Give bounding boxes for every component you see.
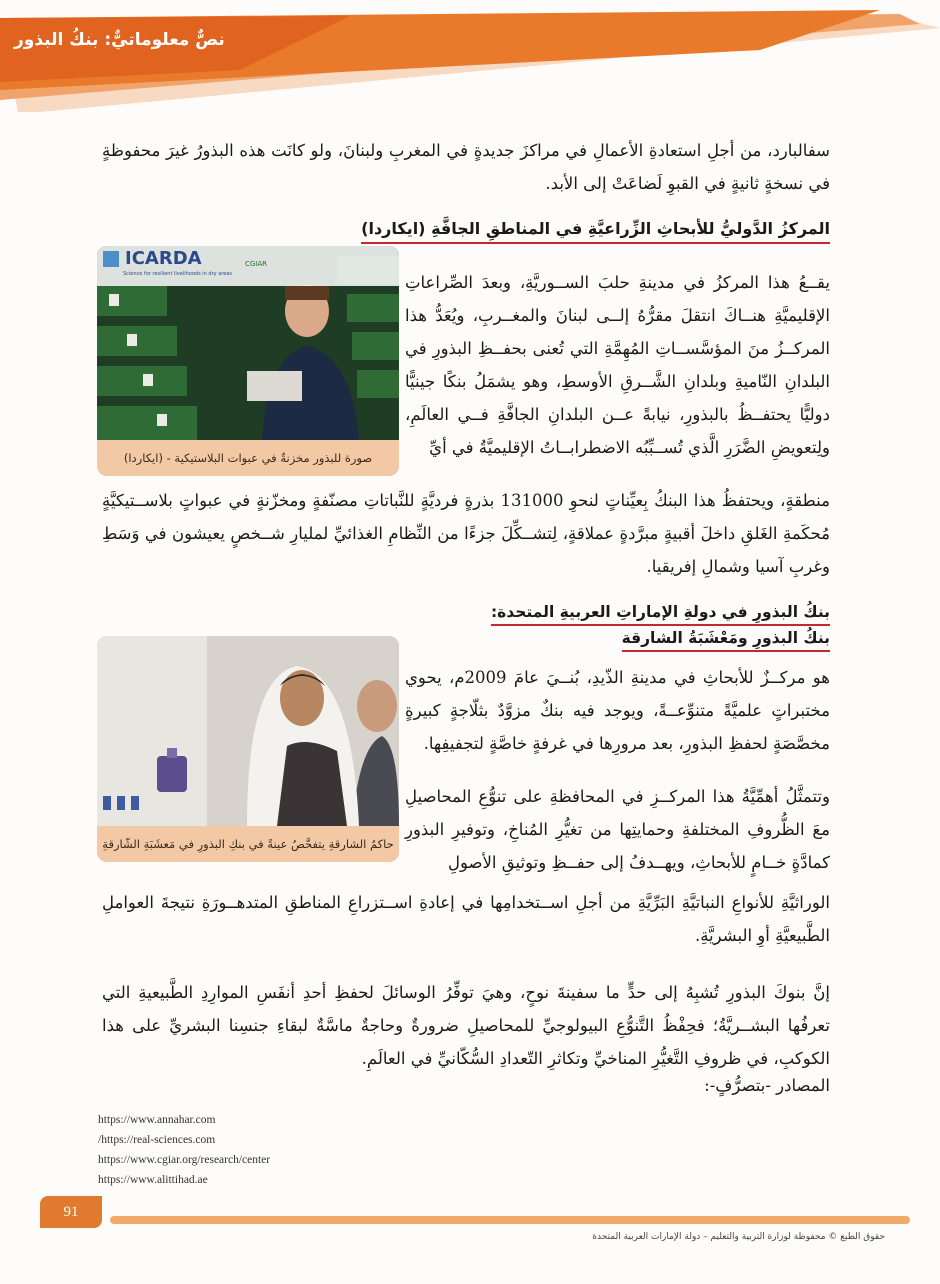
intro-paragraph: سفالبارد، من أجلِ استعادةِ الأعمالِ في مراكزَ جديدةٍ في المغربِ ولبنانَ، ولو كانَت هذه البذورُ غيرَ محفوظةٍ في نسخةٍ ثانيةٍ في القبوِ لَضاعَتْ إلى الأبد. (102, 141, 830, 193)
sharjah-heading-line2: بنكُ البذورِ ومَعْشَبَةُ الشارقة (622, 626, 830, 652)
sharjah-paragraph-2-full: الوراثيَّةِ للأنواعِ النباتيَّةِ البَرِّيَّةِ من أجلِ اســتخدامِها في إعادةِ اســتزراعِ المناطقِ المتدهــورَةِ نتيجةَ العواملِ الطَّبيعيَّةِ أوِ البشريَّةِ. (102, 893, 830, 945)
sharjah-heading-line1: بنكُ البذورِ في دولةِ الإماراتِ العربيةِ المتحدة: (491, 600, 830, 626)
icarda-photo-card (97, 246, 399, 476)
copyright-notice: حقوق الطبع © محفوظة لوزارة التربية والتعليم – دولة الإمارات العربية المتحدة (592, 1232, 885, 1242)
icarda-heading: المركزُ الدَّوليُّ للأبحاثِ الزِّراعيَّةِ في المناطقِ الجافَّةِ (ايكاردا) (361, 217, 830, 244)
sharjah-photo-caption: حاكمُ الشارقةِ يتفحَّصُ عينةً في بنكِ البذورِ في مَعشَبَةِ الشّارقةِ (97, 826, 399, 862)
sharjah-heading-block (491, 600, 830, 652)
footer-bar (110, 1216, 910, 1224)
source-link[interactable]: /https://real-sciences.com (98, 1134, 216, 1146)
icarda-photo-caption: صورة للبذور مخزنةٌ في عبوات البلاستيكية - (ايكاردا) (97, 440, 399, 476)
sharjah-paragraph-1: هو مركــزٌ للأبحاثِ في مدينةِ الذّيدِ، بُنــيَ عامَ 2009م، يحوي مختبراتٍ علميَّةً متنوِّعــةً، ويوجد فيه بنكٌ مزوَّدٌ بثلّاجةٍ كبيرةٍ مخصَّصَةٍ لحفظِ البذورِ، بعد مرورِها في غرفةٍ خاصَّةٍ لتجفيفِها. (405, 668, 831, 753)
icarda-logo-tagline: Science for resilient livelihoods in dry areas (123, 271, 232, 277)
source-link[interactable]: https://www.alittihad.ae (98, 1174, 208, 1186)
icarda-paragraph-side: يقــعُ هذا المركزُ في مدينةِ حلبَ الســوريَّةِ، وبعدَ الصِّراعاتِ الإقليميَّةِ هنــاكَ انتقلَ مقرُّهُ إلــى لبنانَ والمغــربِ، ويُعَدُّ هذا المركــزُ منَ المؤسَّســاتِ المُهِمَّةِ التي تُعنى بحفــظِ البذورِ في البلدانِ النّاميةِ وبلدانِ الشَّــرقِ الأوسطِ، وهو يشمَلُ بنكًا جينيًّا دوليًّا يحتفــظُ بالبذورِ، نيابةً عــن البلدانِ الجافَّةِ فــي العالَمِ، ولِتعويضِ الضَّرَرِ الَّذي تُســبِّبُه الاضطرابــاتُ الإقليميَّةُ في أيِّ (405, 273, 830, 457)
source-link[interactable]: https://www.cgiar.org/research/center (98, 1154, 271, 1166)
sharjah-ruler-photo (97, 636, 399, 826)
sharjah-paragraph-2-side: وتتمثَّلُ أهمِّيَّةُ هذا المركــزِ في المحافظةِ على تنوُّعِ المحاصيلِ معَ الظُّروفِ المختلفةِ وحمايتِها من تغيُّرِ المُناخِ، وتوفيرِ البذورِ كمادَّةٍ خــامٍ للأبحاثِ، ويهــدفُ إلى حفــظِ وتوثيقِ الأصولِ (405, 787, 830, 872)
page-section-title: نصٌّ معلوماتيٌّ: بنكُ البذور (14, 30, 225, 50)
source-link[interactable]: https://www.annahar.com (98, 1114, 216, 1126)
cgiar-logo-text: CGIAR (245, 260, 268, 268)
conclusion-paragraph: إنَّ بنوكَ البذورِ تُشبِهُ إلى حدٍّ ما سفينةَ نوحٍ، وهيَ توفِّرُ الوسائلَ لحفظِ أحدِ أنفَسِ الموارِدِ الطَّبيعيةِ التي تعرفُها البشــريَّةُ؛ فحِفْظُ التَّنوُّعِ البيولوجيِّ للمحاصيلِ ضرورةٌ وحاجةٌ ماسَّةٌ لبقاءِ جنسِنا البشريِّ على هذا الكوكبِ، في ظروفِ التَّغيُّرِ المناخيِّ وتكاثرِ التّعدادِ السُّكّانيِّ في العالَمِ. (102, 983, 830, 1068)
sharjah-photo-card (97, 636, 399, 862)
icarda-logo-text: ICARDA (125, 248, 202, 269)
icarda-logo-icon (103, 251, 119, 267)
header-banner (0, 0, 940, 115)
page-number: 91 (40, 1196, 102, 1228)
sources-list (98, 1110, 270, 1190)
icarda-paragraph-full: منطقةٍ، ويحتفظُ هذا البنكُ بِعيِّناتٍ لنحوِ 131000 بذرةٍ فرديَّةٍ للنَّباتاتِ مصنّفةٍ ومخزّنةٍ في عبواتٍ بلاســتيكيَّةٍ مُحكَمةِ الغَلقِ داخلَ أقبيةٍ مبرَّدةٍ عملاقةٍ، لِتشــكِّلَ جزءًا من النِّظامِ الغذائيِّ لمليارِ شــخصٍ يعيشون في وَسَطِ وغربِ آسيا وشمالِ إفريقيا. (102, 491, 830, 576)
icarda-logo-bar (97, 246, 399, 286)
header-stripes (0, 0, 940, 115)
sources-label: المصادر -بتصرُّفٍ-: (704, 1076, 830, 1095)
